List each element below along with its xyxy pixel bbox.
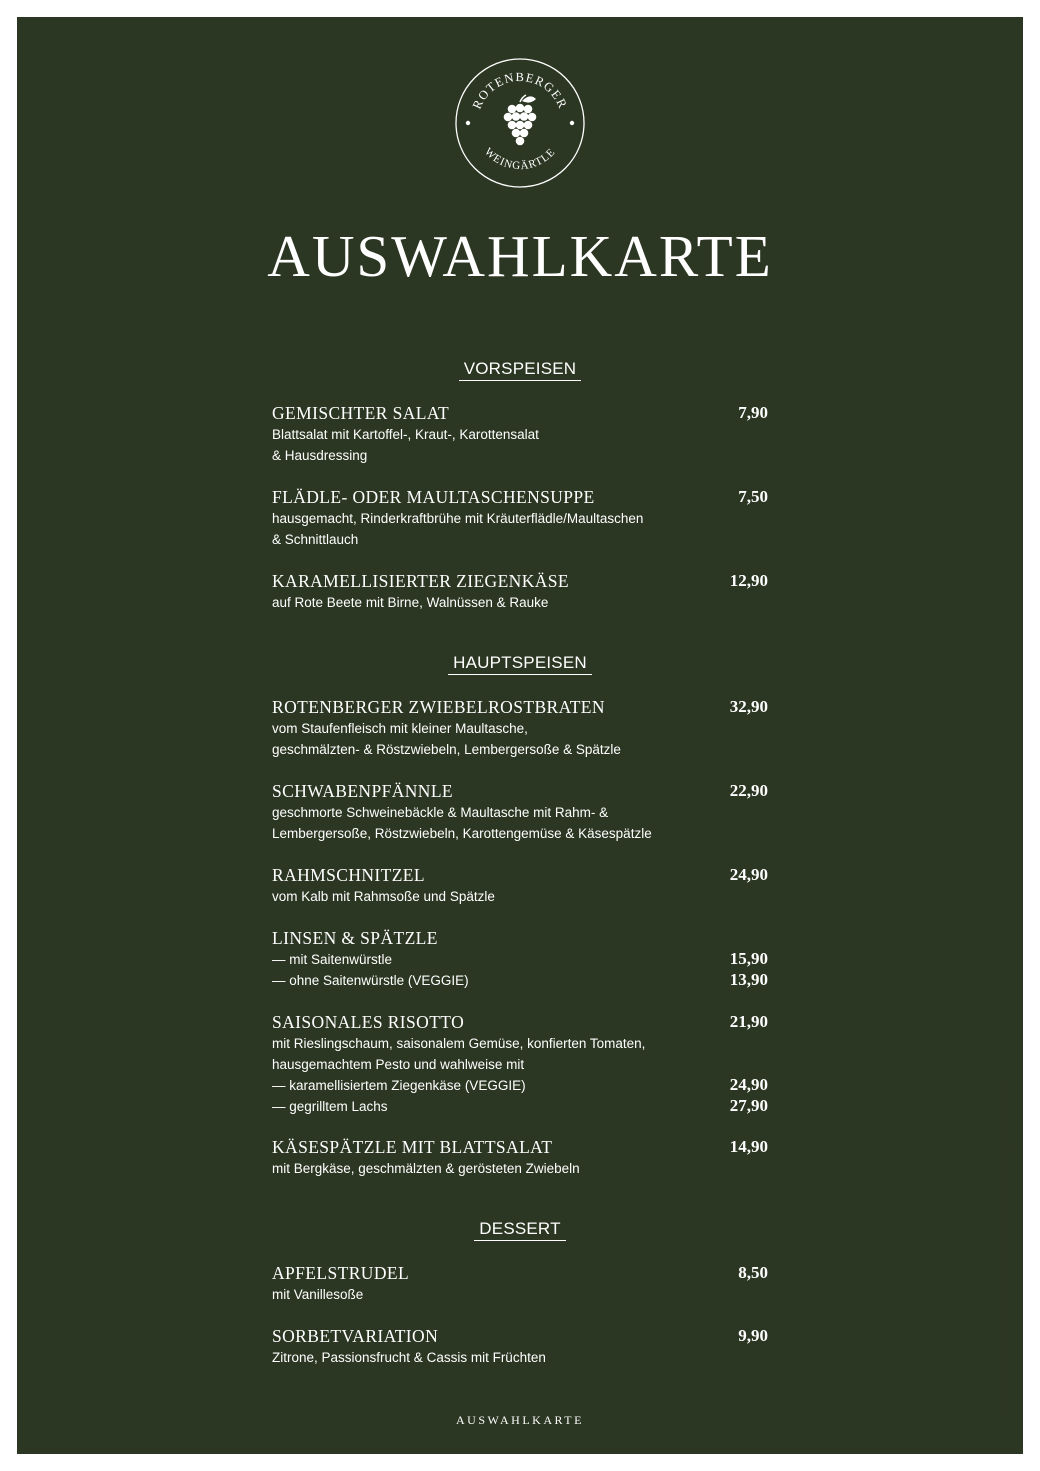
menu-item [272,1011,768,1117]
item-description: auf Rote Beete mit Birne, Walnüssen & Rauke [272,595,549,610]
item-description: & Hausdressing [272,448,368,463]
item-price: 24,90 [729,865,768,884]
item-description: hausgemacht, Rinderkraftbrühe mit Kräuterflädle/Maultaschen [272,511,644,526]
item-description: geschmälzten- & Röstzwiebeln, Lembergersoße & Spätzle [272,742,621,757]
menu-item [272,1262,768,1305]
grapes-icon [504,95,537,145]
item-option: — mit Saitenwürstle 15,90 [272,949,768,968]
option-price: 15,90 [729,949,768,968]
item-name: APFELSTRUDEL [272,1263,410,1283]
item-name: LINSEN & SPÄTZLE [272,928,438,948]
item-price: 22,90 [729,781,768,800]
option-price: 13,90 [729,970,768,989]
item-name: ROTENBERGER ZWIEBELROSTBRATEN [272,697,605,717]
menu-item [272,486,768,550]
item-name: KARAMELLISIERTER ZIEGENKÄSE [272,571,570,591]
item-name: SORBETVARIATION [272,1326,439,1346]
item-price: 12,90 [729,571,768,590]
item-option: — ohne Saitenwürstle (VEGGIE) 13,90 [272,970,768,989]
logo-bottom-text: WEINGÄRTLE [481,145,558,173]
item-description: Lembergersoße, Röstzwiebeln, Karottengemüse & Käsespätzle [272,826,652,841]
menu-item [272,570,768,613]
section-title-vorspeisen: VORSPEISEN [17,359,1023,381]
item-price: 21,90 [729,1012,768,1031]
item-description: mit Rieslingschaum, saisonalem Gemüse, konfierten Tomaten, [272,1036,646,1051]
item-description: vom Kalb mit Rahmsoße und Spätzle [272,889,495,904]
svg-text:WEINGÄRTLE [482,146,558,172]
section-title-hauptspeisen: HAUPTSPEISEN [17,653,1023,675]
item-description: geschmorte Schweinebäckle & Maultasche mit Rahm- & [272,805,609,820]
item-description: Zitrone, Passionsfrucht & Cassis mit Früchten [272,1350,546,1365]
item-option: — karamellisiertem Ziegenkäse (VEGGIE) 24,90 [272,1075,768,1094]
option-price: 27,90 [729,1096,768,1115]
item-description: mit Vanillesoße [272,1287,364,1302]
logo [452,55,588,191]
menu-item [272,864,768,907]
item-description: mit Bergkäse, geschmälzten & gerösteten Zwiebeln [272,1161,580,1176]
item-price: 32,90 [729,697,768,716]
item-name: RAHMSCHNITZEL [272,865,425,885]
item-price: 9,90 [738,1326,768,1345]
item-description: vom Staufenfleisch mit kleiner Maultasche, [272,721,528,736]
item-name: GEMISCHTER SALAT [272,403,450,423]
logo-top-text: ROTENBERGER [469,69,571,112]
item-price: 14,90 [729,1137,768,1156]
menu-item [272,402,768,466]
footer-label: AUSWAHLKARTE [456,1413,584,1427]
item-option: — gegrilltem Lachs 27,90 [272,1096,768,1115]
menu-item [272,1325,768,1368]
item-price: 7,90 [738,403,768,422]
item-name: KÄSESPÄTZLE MIT BLATTSALAT [272,1137,553,1157]
menu-item [272,780,768,844]
menu-item [272,696,768,760]
item-description: hausgemachtem Pesto und wahlweise mit [272,1057,525,1072]
item-price: 8,50 [738,1263,768,1282]
menu-panel [17,17,1023,1454]
item-name: FLÄDLE- ODER MAULTASCHENSUPPE [272,487,595,507]
allergen-note: Allergene und Zusatzstoffe können in einer separaten Karte eingelesen werden. [1001,1080,1012,1416]
item-description: Blattsalat mit Kartoffel-, Kraut-, Karottensalat [272,427,539,442]
item-name: SCHWABENPFÄNNLE [272,781,454,801]
item-description: & Schnittlauch [272,532,359,547]
item-price: 7,50 [738,487,768,506]
section-title-dessert: DESSERT [17,1219,1023,1241]
menu-item [272,1136,768,1179]
page-title: AUSWAHLKARTE [267,223,773,289]
menu-item [272,927,768,991]
option-price: 24,90 [729,1075,768,1094]
item-name: SAISONALES RISOTTO [272,1012,465,1032]
logo-emblem [452,55,588,191]
